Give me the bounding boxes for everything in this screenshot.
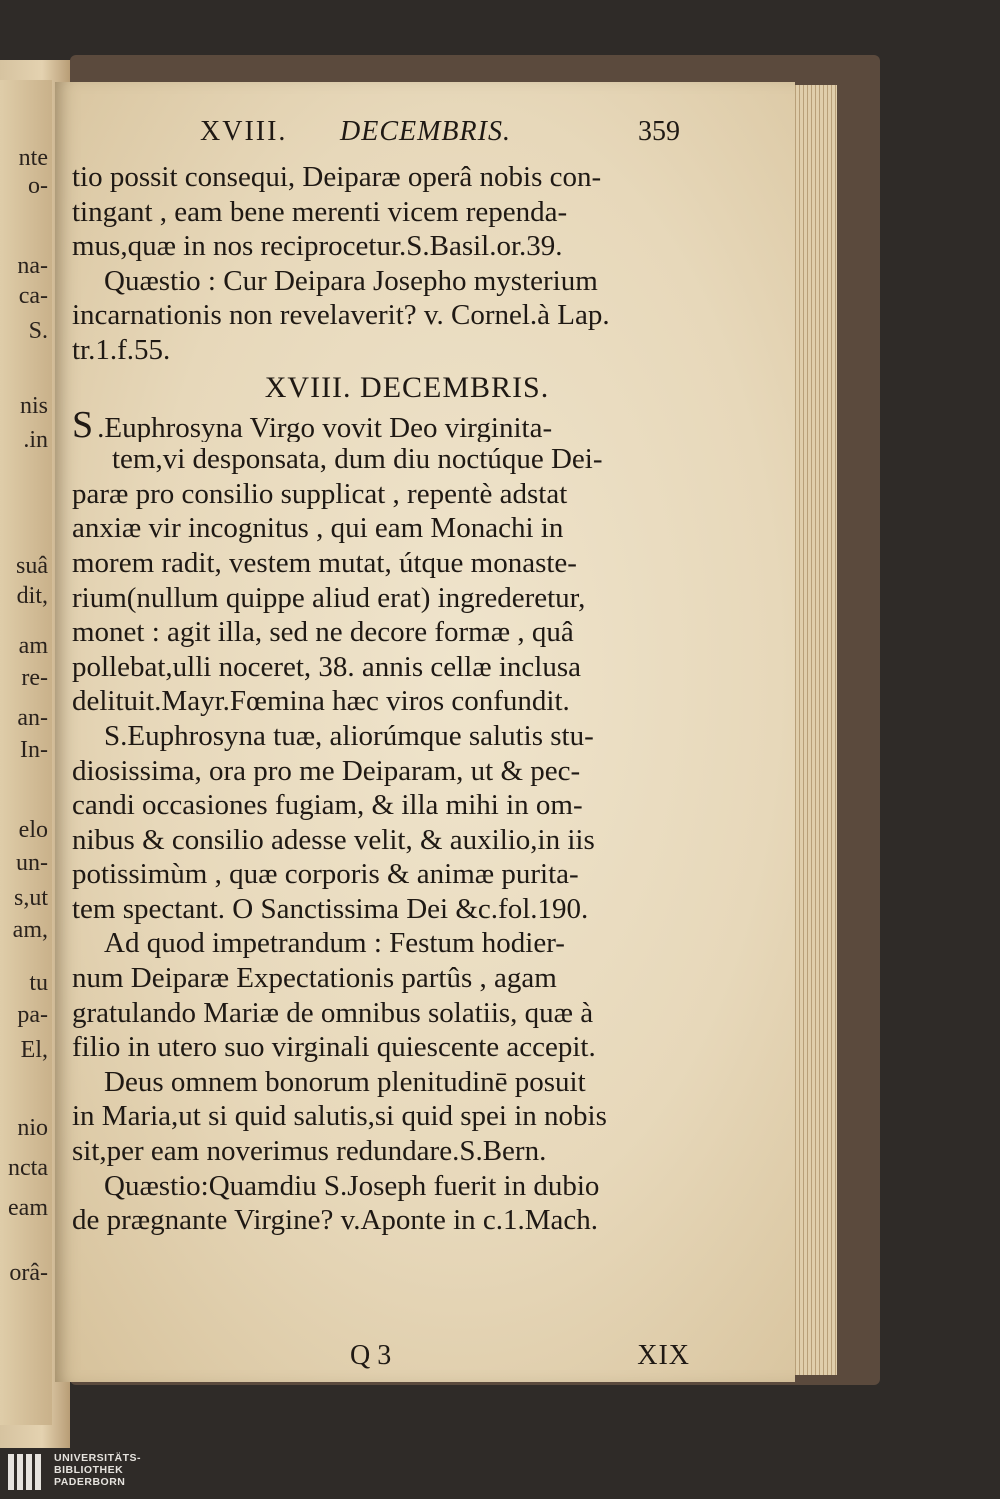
left-page-fragment: re- bbox=[21, 665, 48, 691]
text-line: candi occasiones fugiam, & illa mihi in om- bbox=[72, 789, 583, 822]
text-line: Quæstio:Quamdiu S.Joseph fuerit in dubio bbox=[104, 1169, 600, 1202]
resolution-paragraph bbox=[72, 926, 712, 1064]
text-line: potissimùm , quæ corporis & animæ purita- bbox=[72, 858, 579, 891]
left-page-fragment: eam bbox=[8, 1195, 48, 1221]
left-page-fragment: pa- bbox=[17, 1002, 48, 1028]
left-page-fragment: In- bbox=[20, 737, 48, 763]
text-line: de prægnante Virgine? v.Aponte in c.1.Mach. bbox=[72, 1204, 599, 1237]
left-page-fragment: ncta bbox=[8, 1155, 48, 1181]
left-page-fragment: an- bbox=[17, 705, 48, 731]
text-line: filio in utero suo virginali quiescente accepit. bbox=[72, 1031, 596, 1064]
page-footer bbox=[350, 1340, 690, 1374]
left-page-fragment: s,ut bbox=[13, 885, 48, 911]
text-line: Ad quod impetrandum : Festum hodier- bbox=[104, 927, 565, 960]
left-page-fragment: .in bbox=[23, 427, 48, 453]
logo-line: BIBLIOTHEK bbox=[54, 1464, 124, 1476]
body-paragraph-top bbox=[72, 160, 712, 264]
text-line: rium(nullum quippe aliud erat) ingrederetur, bbox=[72, 581, 586, 614]
left-page-fragment: na- bbox=[17, 253, 48, 279]
text-line: morem radit, vestem mutat, útque monaste- bbox=[72, 546, 577, 579]
text-line: delituit.Mayr.Fœmina hæc viros confundit. bbox=[72, 685, 570, 718]
text-line: Quæstio : Cur Deipara Josepho mysterium bbox=[104, 264, 598, 297]
left-page-fragment: El, bbox=[20, 1037, 48, 1063]
text-line: in Maria,ut si quid salutis,si quid spei in nobis bbox=[72, 1100, 607, 1133]
question-paragraph-1 bbox=[72, 264, 712, 368]
left-page-fragment: am, bbox=[12, 917, 48, 943]
text-line: monet : agit illa, sed ne decore formæ , quâ bbox=[72, 616, 574, 649]
drop-capital: S bbox=[72, 407, 94, 443]
running-head-day: XVIII. bbox=[200, 116, 288, 147]
text-line: tem,vi desponsata, dum diu noctúque Dei- bbox=[112, 443, 603, 476]
text-line: paræ pro consilio supplicat , repentè adstat bbox=[72, 477, 568, 510]
text-line: S.Euphrosyna tuæ, aliorúmque salutis stu- bbox=[104, 719, 594, 752]
logo-line: UNIVERSITÄTS- bbox=[54, 1452, 142, 1464]
left-page-fragment: un- bbox=[16, 850, 48, 876]
page-number: 359 bbox=[638, 116, 680, 147]
text-line: Deus omnem bonorum plenitudinē posuit bbox=[104, 1065, 586, 1098]
running-head-month: DECEMBRIS. bbox=[340, 116, 511, 147]
text-line: gratulando Mariæ de omnibus solatiis, quæ à bbox=[72, 996, 594, 1029]
saint-entry-paragraph bbox=[72, 408, 712, 719]
text-line: num Deiparæ Expectationis partûs , agam bbox=[72, 962, 557, 995]
text-line: tem spectant. O Sanctissima Dei &c.fol.190. bbox=[72, 892, 589, 925]
left-page-fragment: suâ bbox=[16, 553, 48, 579]
text-line: incarnationis non revelaverit? v. Cornel.à Lap. bbox=[72, 299, 610, 332]
text-line: tio possit consequi, Deiparæ operâ nobis con- bbox=[72, 161, 602, 193]
left-page-fragment: S. bbox=[28, 318, 48, 344]
section-heading: XVIII. DECEMBRIS. bbox=[264, 370, 550, 404]
left-page-fragment: ca- bbox=[18, 283, 48, 309]
text-line: nibus & consilio adesse velit, & auxilio,in iis bbox=[72, 823, 595, 856]
left-page-fragment: dit, bbox=[16, 583, 48, 609]
library-logo-text bbox=[54, 1452, 141, 1488]
left-page-fragment: am bbox=[18, 633, 48, 659]
left-page-fragment: o- bbox=[28, 173, 48, 199]
signature-mark: Q 3 bbox=[350, 1340, 392, 1371]
text-line: tr.1.f.55. bbox=[72, 333, 171, 366]
logo-line: PADERBORN bbox=[54, 1476, 126, 1488]
left-page-fragment: nte bbox=[18, 145, 48, 171]
left-page-fragment: nis bbox=[19, 393, 48, 419]
text-line: sit,per eam noverimus redundare.S.Bern. bbox=[72, 1135, 547, 1168]
left-page-fragment: tu bbox=[29, 970, 48, 996]
library-logo-icon bbox=[6, 1452, 46, 1492]
text-line: anxiæ vir incognitus , qui eam Monachi in bbox=[72, 512, 564, 545]
library-logo-bar bbox=[0, 1448, 1000, 1499]
left-page-fragment: orâ- bbox=[9, 1260, 48, 1286]
catchword: XIX bbox=[637, 1340, 690, 1371]
text-line: pollebat,ulli noceret, 38. annis cellæ inclusa bbox=[72, 650, 581, 683]
page-edges bbox=[792, 85, 837, 1375]
left-page-edge bbox=[0, 80, 52, 1425]
left-page-fragment: elo bbox=[18, 817, 48, 843]
text-line: diosissima, ora pro me Deiparam, ut & pec- bbox=[72, 754, 581, 787]
prayer-paragraph bbox=[72, 719, 712, 927]
text-line: mus,quæ in nos reciprocetur.S.Basil.or.39. bbox=[72, 230, 563, 263]
running-head bbox=[200, 116, 680, 152]
text-line: .Euphrosyna Virgo vovit Deo virginita- bbox=[97, 411, 553, 443]
page-text bbox=[72, 160, 712, 1238]
question-paragraph-2 bbox=[72, 1169, 712, 1238]
left-page-fragment: nio bbox=[17, 1115, 48, 1141]
text-line: tingant , eam bene merenti vicem rependa- bbox=[72, 195, 568, 228]
quote-paragraph bbox=[72, 1065, 712, 1169]
